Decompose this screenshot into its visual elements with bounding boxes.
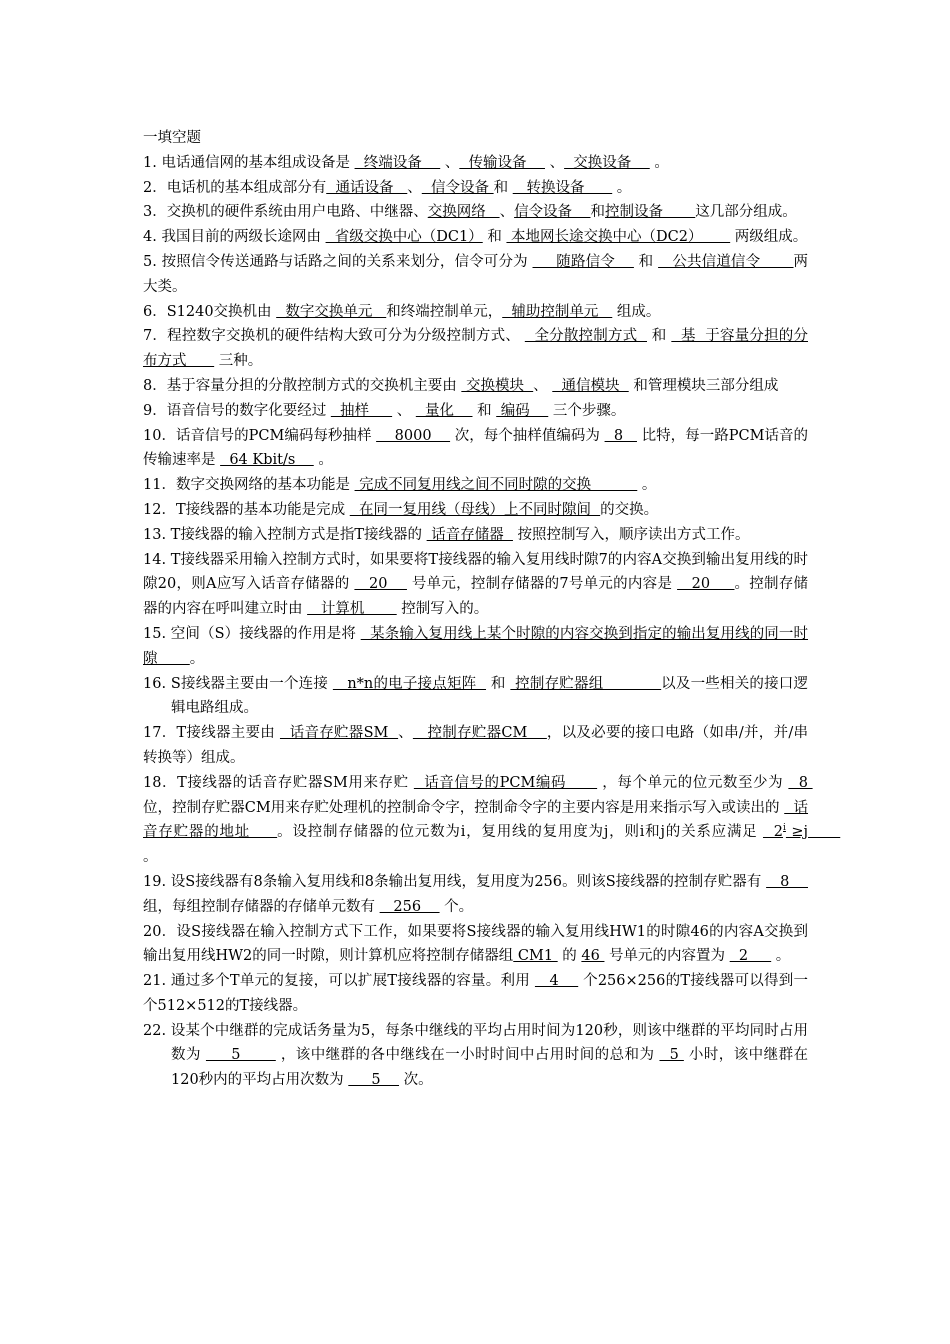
question-text: 1. 电话通信网的基本组成设备是 xyxy=(143,154,355,171)
question-text: 13. T接线器的输入控制方式是指T接线器的 xyxy=(143,526,427,543)
question-text: 14. T接线器采用输入控制方式时，如果要将T接线器的输入复用线时隙7的内容A交换到输出复用线的时隙20，则A应写入话音存储器的 xyxy=(143,551,808,593)
question-text: 22. 设某个中继群的完成话务量为5，每条中继线的平均占用时间为120秒，则该中继群的平均同时占用数为 xyxy=(143,1022,808,1064)
question-text: 6．S1240交换机由 xyxy=(143,303,277,320)
question-text: ，该中继群的各中继线在一小时时间中占用时间的总和为 xyxy=(275,1047,660,1064)
answer-blank: 全分散控制方式 xyxy=(524,328,647,345)
section-heading: 一填空题 xyxy=(143,130,201,146)
answer-blank: 信令设备 xyxy=(514,204,591,221)
answer-blank: 46 xyxy=(581,948,605,965)
question-text: ，每个单元的位元数至少为 xyxy=(597,774,789,791)
question-3 xyxy=(143,200,808,225)
question-8 xyxy=(143,374,808,399)
question-text: 11．数字交换网络的基本功能是 xyxy=(143,477,355,494)
question-13 xyxy=(143,523,808,548)
question-text: 、 xyxy=(544,154,565,171)
question-text: 、 xyxy=(533,377,553,394)
question-text: 。 xyxy=(313,452,333,469)
question-text: ，以及必要的接口电路（如串/并，并/串转换等）组成。 xyxy=(143,725,809,766)
answer-blank: 64 Kbit/s xyxy=(220,452,314,469)
question-10 xyxy=(143,424,808,474)
question-text: 次。 xyxy=(399,1072,433,1089)
question-text: 20．设S接线器在输入控制方式下工作，如果要将S接线器的输入复用线HW1的时隙46的内容A交换到输出复用线HW2的同一时隙，则计算机应将控制存储器组 xyxy=(143,923,808,965)
question-19 xyxy=(143,870,808,920)
answer-blank: n*n的电子接点矩阵 xyxy=(332,675,487,692)
answer-blank: 传输设备 xyxy=(459,154,545,171)
answer-blank: 某条输入复用线上某个时隙的内容交换到指定的输出复用线的同一时隙 xyxy=(143,625,808,667)
question-text: 10．话音信号的PCM编码每秒抽样 xyxy=(143,427,377,444)
question-14 xyxy=(143,548,808,622)
question-17 xyxy=(143,721,808,771)
answer-blank: 本地网长途交换中心（DC2） xyxy=(506,229,731,246)
question-text: 比特，每一路PCM话音的传输速率是 xyxy=(143,427,809,469)
answer-blank: 数字交换单元 xyxy=(276,303,387,320)
question-text: 控制写入的。 xyxy=(396,601,489,618)
question-text: 个256×256的T接线器可以得到一个512×512的T接线器。 xyxy=(143,973,809,1014)
answer-superscript: i xyxy=(783,823,786,834)
question-text: 两大类。 xyxy=(143,253,809,295)
answer-blank: 交换设备 xyxy=(564,154,650,171)
question-text: 和终端控制单元， xyxy=(386,303,503,320)
answer-blank: 8 xyxy=(788,774,813,791)
answer-blank: 5 xyxy=(348,1072,400,1089)
question-7 xyxy=(143,324,808,374)
answer-blank: 基 于容量分担的分布方式 xyxy=(143,328,808,370)
answer-blank: 控制存贮器CM xyxy=(412,725,547,742)
answer-blank: 省级交换中心（DC1） xyxy=(325,229,483,246)
question-text: 组，每组控制存储器的存储单元数有 xyxy=(143,898,380,915)
question-text: 。 xyxy=(771,948,791,965)
answer-blank: 通信模块 xyxy=(552,377,629,394)
question-text: 。 xyxy=(189,650,205,667)
answer-blank: 抽样 xyxy=(330,402,393,419)
question-text: 。控制存储器的内容在呼叫建立时由 xyxy=(143,576,809,618)
answer-blank: 控制存贮器组 xyxy=(510,675,662,692)
question-text: 两级组成。 xyxy=(730,229,808,246)
question-text: 和 xyxy=(633,253,659,270)
answer-blank: 在同一复用线（母线）上不同时隙间 xyxy=(349,501,601,518)
question-text: 21. 通过多个T单元的复接，可以扩展T接线器的容量。利用 xyxy=(143,973,535,990)
question-2 xyxy=(143,176,808,201)
answer-blank: ≥j xyxy=(785,824,841,841)
answer-blank: 5 xyxy=(659,1047,684,1064)
question-text: 号单元，控制存储器的7号单元的内容是 xyxy=(406,576,678,593)
answer-blank: 控制设备 xyxy=(605,204,696,221)
answer-blank: 辅助控制单元 xyxy=(502,303,613,320)
question-text: 和 xyxy=(493,179,513,196)
answer-blank: 8 xyxy=(604,427,637,444)
answer-blank: 计算机 xyxy=(307,601,397,618)
answer-blank: 5 xyxy=(205,1047,276,1064)
question-text: 这几部分组成。 xyxy=(695,204,797,221)
question-text: 。 xyxy=(649,154,669,171)
document-page xyxy=(143,126,841,1093)
question-text: 号单元的内容置为 xyxy=(604,948,730,965)
question-text: 9．语音信号的数字化要经过 xyxy=(143,402,331,419)
answer-blank: 20 xyxy=(677,576,735,593)
question-12 xyxy=(143,498,808,523)
question-21 xyxy=(143,969,808,1019)
question-text: 、 xyxy=(407,179,422,196)
answer-blank: 编码 xyxy=(496,402,549,419)
question-text: 3．交换机的硬件系统由用户电路、中继器、 xyxy=(143,204,428,221)
question-1 xyxy=(143,151,808,176)
question-text: 和 xyxy=(647,328,672,345)
question-18 xyxy=(143,771,841,870)
question-text: 。 xyxy=(637,477,657,494)
question-text: 次，每个抽样值编码为 xyxy=(450,427,605,444)
question-text: 15. 空间（S）接线器的作用是将 xyxy=(143,625,361,642)
question-text: 2．电话机的基本组成部分有 xyxy=(143,179,327,196)
question-text: 按照控制写入，顺序读出方式工作。 xyxy=(512,526,750,543)
answer-blank: 2 xyxy=(762,824,784,841)
answer-blank: 随路信令 xyxy=(532,253,634,270)
question-22 xyxy=(143,1019,808,1093)
answer-blank: 量化 xyxy=(415,402,473,419)
question-text: 和 xyxy=(486,675,511,692)
question-11 xyxy=(143,473,808,498)
question-text: 。 xyxy=(143,849,158,866)
answer-blank: 话音信号的PCM编码 xyxy=(413,774,598,791)
answer-blank: 2 xyxy=(729,948,772,965)
question-9 xyxy=(143,399,808,424)
answer-blank: 转换设备 xyxy=(512,179,613,196)
question-text: 个。 xyxy=(439,898,474,915)
question-text: 、 xyxy=(499,204,515,221)
answer-blank: 话音存贮器SM xyxy=(279,725,399,742)
question-text: 和 xyxy=(482,229,507,246)
question-text: 、 xyxy=(392,402,416,419)
question-5 xyxy=(143,250,808,300)
answer-blank: 话音存储器 xyxy=(426,526,513,543)
question-text: 组成。 xyxy=(612,303,661,320)
question-15 xyxy=(143,622,808,672)
answer-blank: 终端设备 xyxy=(354,154,441,171)
question-text: 和 xyxy=(590,204,605,221)
question-text: 的 xyxy=(557,948,582,965)
question-text: 16. S接线器主要由一个连接 xyxy=(143,675,333,692)
question-text: 12．T接线器的基本功能是完成 xyxy=(143,501,350,518)
answer-blank: 交换模块 xyxy=(461,377,534,394)
answer-blank: 4 xyxy=(534,973,579,990)
question-16 xyxy=(143,672,808,722)
question-text: 8．基于容量分担的分散控制方式的交换机主要由 xyxy=(143,377,462,394)
answer-blank: 信令设备 xyxy=(421,179,494,196)
question-text: 18．T接线器的话音存贮器SM用来存贮 xyxy=(143,774,414,791)
answer-blank: 话音存贮器的地址 xyxy=(143,799,809,841)
answer-blank: 20 xyxy=(354,576,407,593)
answer-blank: 交换网络 xyxy=(427,204,500,221)
question-text: 19. 设S接线器有8条输入复用线和8条输出复用线，复用度为256。则该S接线器的控制存贮器有 xyxy=(143,873,767,890)
answer-blank: 通话设备 xyxy=(326,179,408,196)
question-6 xyxy=(143,300,808,325)
question-text: 。设控制存储器的位元数为i，复用线的复用度为j，则i和j的关系应满足 xyxy=(277,824,763,841)
question-text: 位，控制存贮器CM用来存贮处理机的控制命令字，控制命令字的主要内容是用来指示写入或读出的 xyxy=(143,799,785,816)
question-20 xyxy=(143,920,808,970)
question-text: 小时，该中继群在120秒内的平均占用次数为 xyxy=(171,1047,809,1089)
question-text: 和管理模块三部分组成 xyxy=(628,377,779,394)
answer-blank: 完成不同复用线之间不同时隙的交换 xyxy=(354,477,638,494)
question-text: 17．T接线器主要由 xyxy=(143,725,280,742)
answer-blank: 8 xyxy=(766,873,808,890)
answer-blank: 256 xyxy=(379,898,440,915)
question-text: 。 xyxy=(612,179,632,196)
question-text: 5. 按照信令传送通路与话路之间的关系来划分，信令可分为 xyxy=(143,253,533,270)
question-text: 、 xyxy=(440,154,460,171)
question-text: 三种。 xyxy=(214,353,263,370)
question-4 xyxy=(143,225,808,250)
answer-blank: 8000 xyxy=(376,427,451,444)
question-text: 和 xyxy=(472,402,497,419)
question-text: 以及一些相关的接口逻辑电路组成。 xyxy=(171,675,809,717)
question-text: 7．程控数字交换机的硬件结构大致可分为分级控制方式、 xyxy=(143,328,525,345)
question-list xyxy=(143,151,841,1093)
question-text: 的交换。 xyxy=(600,501,659,518)
question-text: 4. 我国目前的两级长途网由 xyxy=(143,229,326,246)
question-text: 、 xyxy=(398,725,413,742)
question-text: 三个步骤。 xyxy=(548,402,626,419)
answer-blank: CM1 xyxy=(513,948,558,965)
answer-blank: 公共信道信令 xyxy=(658,253,794,270)
